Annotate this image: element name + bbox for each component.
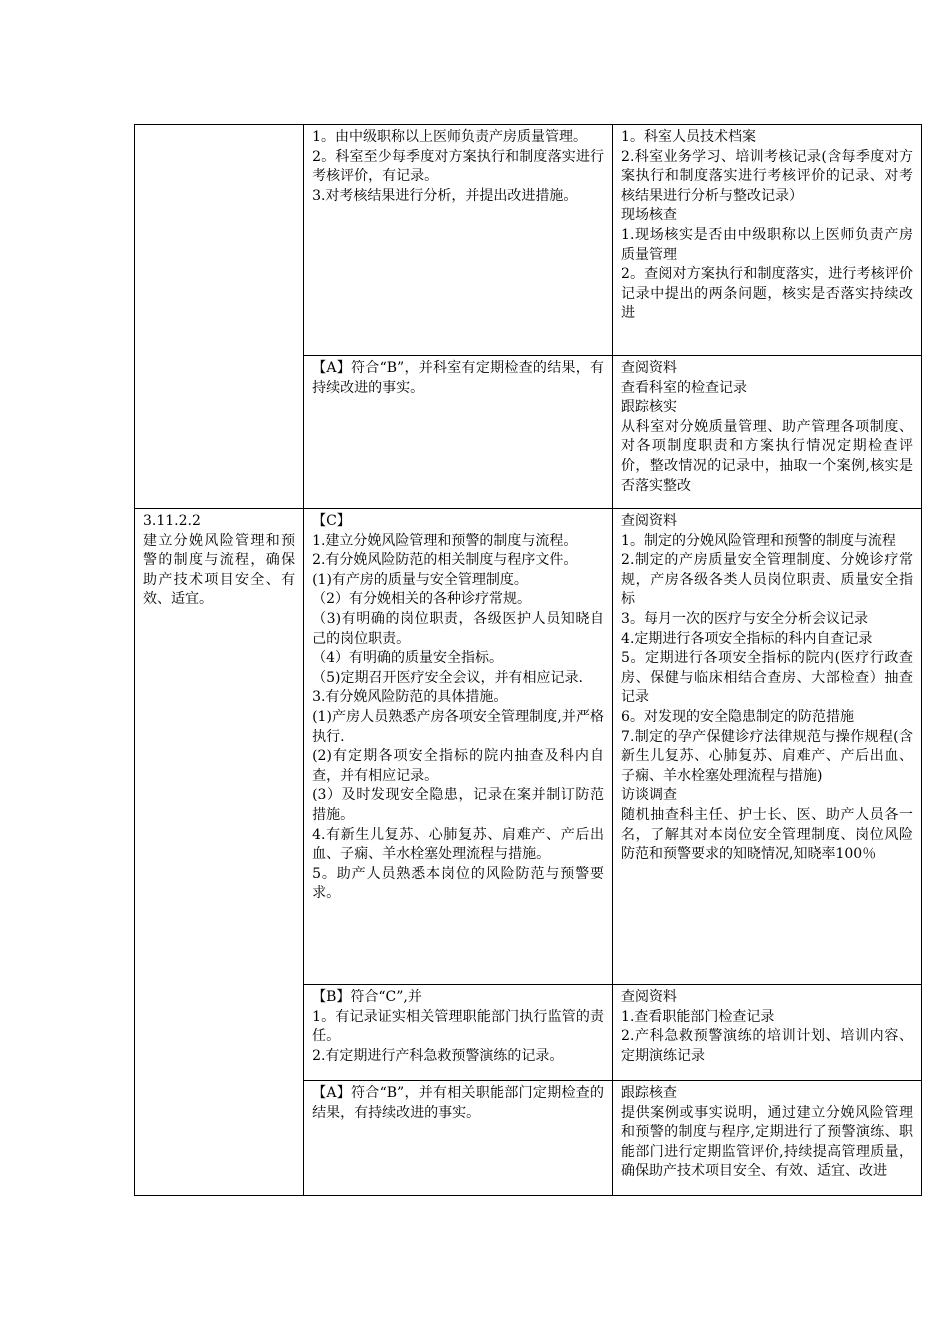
criteria-line: 4.有新生儿复苏、心肺复苏、肩难产、产后出血、子痫、羊水栓塞处理流程与措施。 xyxy=(312,826,605,863)
method-line: 6。对发现的安全隐患制定的防范措施 xyxy=(621,708,854,725)
method-line: 2.科室业务学习、培训考核记录(含每季度对方案执行和制度落实进行考核评价的记录、对考核结果进行分析与整改记录） xyxy=(621,148,913,204)
criteria-line: 1.建立分娩风险管理和预警的制度与流程。 xyxy=(312,532,578,549)
method-line: 1.查看职能部门检查记录 xyxy=(621,1008,775,1025)
criteria-line: 1。由中级职称以上医师负责产房质量管理。 xyxy=(312,129,587,145)
criteria-line: 3.有分娩风险防范的具体措施。 xyxy=(312,689,508,706)
criteria-line: 2。科室至少每季度对方案执行和制度落实进行考核评价，有记录。 xyxy=(312,148,605,185)
criteria-line: 5。助产人员熟悉本岗位的风险防范与预警要求。 xyxy=(312,865,605,902)
criteria-line: 2.有定期进行产科急救预警演练的记录。 xyxy=(312,1047,564,1064)
method-line: 查看科室的检查记录 xyxy=(621,379,748,396)
standard-title: 建立分娩风险管理和预警的制度与流程，确保助产技术项目安全、有效、适宜。 xyxy=(143,532,296,608)
criteria-line: （5)定期召开医疗安全会议，并有相应记录. xyxy=(312,669,583,686)
criteria-line: （2）有分娩相关的各种诊疗常规。 xyxy=(312,591,531,608)
table-row xyxy=(135,125,922,356)
criteria-cell xyxy=(304,985,613,1081)
method-line: 从科室对分娩质量管理、助产管理各项制度、对各项制度职责和方案执行情况定期检查评价，整改情况的记录中，抽取一个案例,核实是否落实整改 xyxy=(621,418,913,494)
method-line: 4.定期进行各项安全指标的科内自查记录 xyxy=(621,630,873,647)
standard-code-cell xyxy=(135,509,304,1196)
criteria-line: 【A】符合“B”，并科室有定期检查的结果，有持续改进的事实。 xyxy=(312,360,605,396)
criteria-line: （4）有明确的质量安全指标。 xyxy=(312,650,503,667)
criteria-line: 【B】符合“C”,并 xyxy=(312,989,422,1005)
standard-code: 3.11.2.2 xyxy=(143,513,201,529)
method-line: 2.产科急救预警演练的培训计划、培训内容、定期演练记录 xyxy=(621,1028,913,1064)
method-line: 查阅资料 xyxy=(621,513,678,529)
standards-table xyxy=(134,124,922,1196)
method-cell xyxy=(613,356,922,509)
method-cell xyxy=(613,1081,922,1196)
criteria-line: 【A】符合“B”，并有相关职能部门定期检查的结果，有持续改进的事实。 xyxy=(312,1085,605,1121)
criteria-line: (2)有定期各项安全指标的院内抽查及科内自查，并有相应记录。 xyxy=(312,748,605,784)
criteria-line: （3)有明确的岗位职责，各级医护人员知晓自己的岗位职责。 xyxy=(312,610,605,647)
method-line: 访谈调查 xyxy=(621,787,678,804)
method-line: 7.制定的孕产保健诊疗法律规范与操作规程(含新生儿复苏、心肺复苏、肩难产、产后出血、子痫、羊水栓塞处理流程与措施) xyxy=(621,728,913,784)
method-line: 查阅资料 xyxy=(621,360,678,376)
method-line: 跟踪核查 xyxy=(621,1085,678,1101)
criteria-line: (1)产房人员熟悉产房各项安全管理制度,并严格执行. xyxy=(312,708,605,745)
criteria-line: (3）及时发现安全隐患，记录在案并制订防范措施。 xyxy=(312,787,605,823)
method-line: 查阅资料 xyxy=(621,989,678,1005)
method-cell xyxy=(613,985,922,1081)
criteria-cell xyxy=(304,1081,613,1196)
criteria-line: 3.对考核结果进行分析，并提出改进措施。 xyxy=(312,187,578,204)
method-line: 3。每月一次的医疗与安全分析会议记录 xyxy=(621,610,868,627)
method-line: 随机抽查科主任、护士长、医、助产人员各一名，了解其对本岗位安全管理制度、岗位风险防范和预警要求的知晓情况,知晓率100％ xyxy=(621,806,913,863)
method-cell xyxy=(613,509,922,985)
method-cell xyxy=(613,125,922,356)
criteria-line: 2.有分娩风险防范的相关制度与程序文件。 xyxy=(312,552,578,569)
method-line: 跟踪核实 xyxy=(621,399,678,416)
standard-code-cell xyxy=(135,125,304,509)
method-line: 1。制定的分娩风险管理和预警的制度与流程 xyxy=(621,532,896,549)
table-row xyxy=(135,509,922,985)
method-line: 1。科室人员技术档案 xyxy=(621,129,756,145)
method-line: 现场核查 xyxy=(621,207,678,224)
criteria-cell xyxy=(304,356,613,509)
method-line: 5。定期进行各项安全指标的院内(医疗行政查房、保健与临床相结合查房、大部检查）抽查记录 xyxy=(621,650,913,706)
criteria-cell xyxy=(304,125,613,356)
method-line: 2。查阅对方案执行和制度落实，进行考核评价记录中提出的两条问题，核实是否落实持续改进 xyxy=(621,266,913,322)
criteria-line: 1。有记录证实相关管理职能部门执行监管的责任。 xyxy=(312,1008,605,1045)
method-line: 1.现场核实是否由中级职称以上医师负责产房质量管理 xyxy=(621,226,913,263)
criteria-cell xyxy=(304,509,613,985)
criteria-line: 【C】 xyxy=(312,513,351,529)
criteria-line: (1)有产房的质量与安全管理制度。 xyxy=(312,571,528,588)
method-line: 提供案例或事实说明，通过建立分娩风险管理和预警的制度与程序,定期进行了预警演练、职能部门进行定期监管评价,持续提高管理质量，确保助产技术项目安全、有效、适宜、改进 xyxy=(621,1104,913,1180)
method-line: 2.制定的产房质量安全管理制度、分娩诊疗常规，产房各级各类人员岗位职责、质量安全指标 xyxy=(621,552,913,608)
